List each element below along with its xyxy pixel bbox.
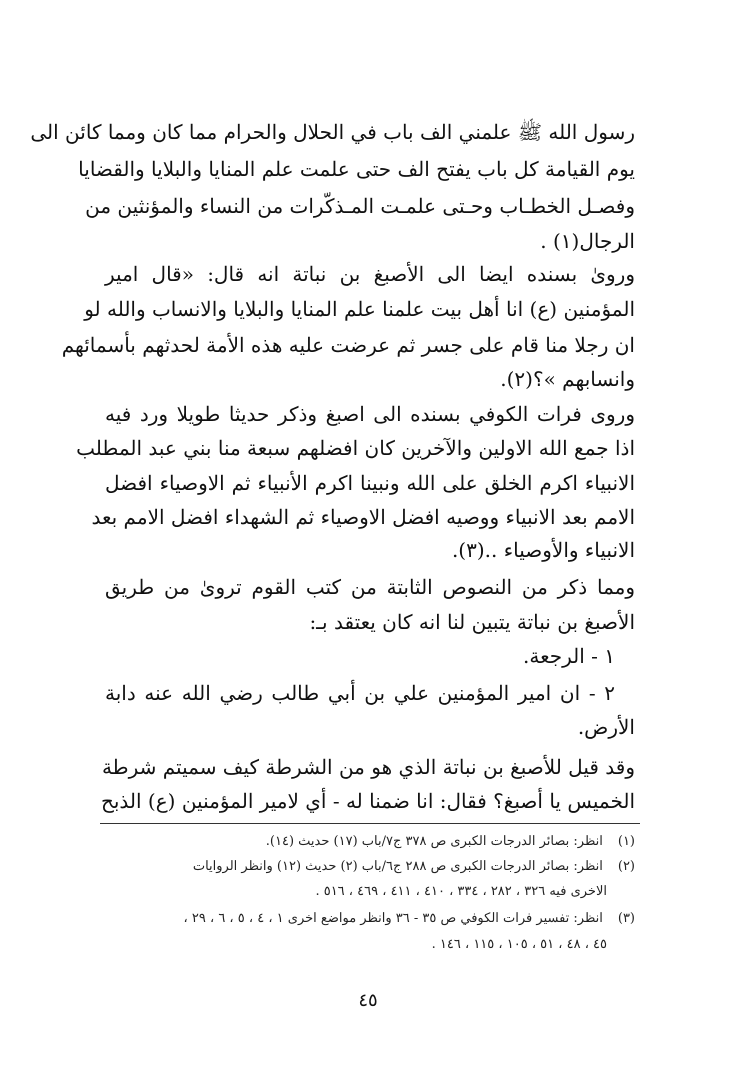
body-line: ومما ذكر من النصوص الثابتة من كتب القوم ترویٰ من طريق <box>105 575 635 599</box>
footnote-text: ٤٥ ، ٤٨ ، ٥١ ، ١٠٥ ، ١١٥ ، ١٤٦ . <box>431 937 607 952</box>
body-line: الخميس يا أصبغ؟ فقال: انا ضمنا له - أي لامير المؤمنين (ع) الذبح <box>100 789 635 813</box>
footnote-divider <box>100 823 640 824</box>
footnote-2 <box>105 859 635 874</box>
footnote-3-continued <box>105 937 635 952</box>
body-line: المؤمنين (ع) انا أهل بيت علمنا علم المنايا والبلايا والانساب والله لو <box>84 297 635 321</box>
body-line: وروى فرات الكوفي بسنده الى اصبغ وذكر حديثا طويلا ورد فيه <box>105 402 635 426</box>
page-number: ٤٥ <box>358 990 378 1011</box>
body-line: الأصبغ بن نباتة يتبين لنا انه كان يعتقد بـ: <box>309 610 635 634</box>
footnote-text: انظر: بصائر الدرجات الكبرى ص ٣٧٨ ج٧/باب (١٧) حديث (١٤). <box>265 834 603 849</box>
body-line: وقد قيل للأصبغ بن نباتة الذي هو من الشرطة كيف سميتم شرطة <box>101 755 635 779</box>
body-line: الرجال(١) . <box>540 229 635 253</box>
body-line: وفصـل الخطـاب وحـتى علمـت المـذكّرات من النساء والمؤنثين من <box>85 194 635 218</box>
body-line: يوم القيامة كل باب يفتح الف حتى علمت علم المنايا والبلايا والقضايا <box>78 157 635 181</box>
body-line: اذا جمع الله الاولين والآخرين كان افضلهم سبعة منا بني عبد المطلب <box>76 436 635 460</box>
footnote-text: انظر: بصائر الدرجات الكبرى ص ٢٨٨ ج٦/باب (٢) حديث (١٢) وانظر الروايات <box>192 859 603 874</box>
footnote-number: (١) <box>617 834 635 849</box>
body-line: الأرض. <box>577 715 635 739</box>
body-line: ٢ - ان امير المؤمنين علي بن أبي طالب رضي الله عنه دابة <box>105 681 615 705</box>
footnote-text: انظر: تفسير فرات الكوفي ص ٣٥ - ٣٦ وانظر مواضع اخرى ١ ، ٤ ، ٥ ، ٦ ، ٢٩ ، <box>183 911 603 926</box>
body-line: ان رجلا منا قام على جسر ثم عرضت عليه هذه الأمة لحدثهم بأسمائهم <box>61 333 635 357</box>
body-line: ورویٰ بسنده ايضا الى الأصبغ بن نباتة انه قال: «قال امير <box>105 262 635 286</box>
footnote-3 <box>105 911 635 926</box>
body-line: وانسابهم »؟(٢). <box>500 367 635 391</box>
body-line: الانبياء والأوصياء ..(٣). <box>451 538 635 562</box>
body-line: الامم بعد الانبياء ووصيه افضل الاوصياء ثم الشهداء افضل الامم بعد <box>91 505 635 529</box>
footnote-1 <box>105 834 635 849</box>
footnote-number: (٢) <box>617 859 635 874</box>
footnote-number: (٣) <box>617 911 635 926</box>
body-line: رسول الله ﷺ علمني الف باب في الحلال والحرام مما كان ومما كائن الى <box>30 120 635 144</box>
body-line: ١ - الرجعة. <box>523 644 615 668</box>
footnote-2-continued <box>105 884 635 899</box>
body-line: الانبياء اكرم الخلق على الله ونبينا اكرم الأنبياء ثم الاوصياء افضل <box>105 471 635 495</box>
footnote-text: الاخرى فيه ٣٢٦ ، ٢٨٢ ، ٣٣٤ ، ٤١٠ ، ٤١١ ، ٤٦٩ ، ٥١٦ . <box>315 884 607 899</box>
